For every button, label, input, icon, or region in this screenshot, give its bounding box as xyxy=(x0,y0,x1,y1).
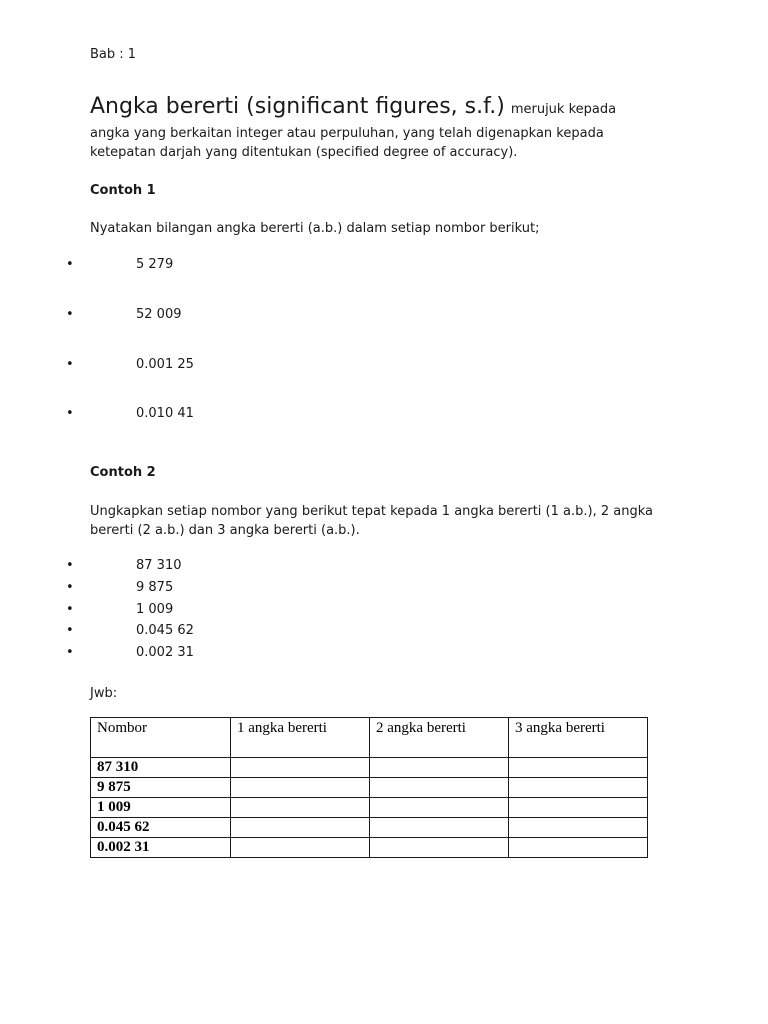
table-row xyxy=(91,758,648,778)
table-header-cell: 2 angka bererti xyxy=(370,718,509,758)
definition-line-1: angka yang berkaitan integer atau perpuluhan, yang telah digenapkan kepada xyxy=(90,126,604,141)
table-cell-empty xyxy=(509,818,648,838)
example-2-title: Contoh 2 xyxy=(90,465,156,480)
table-cell-number: 0.045 62 xyxy=(91,818,231,838)
table-header-cell: 3 angka bererti xyxy=(509,718,648,758)
bullet-icon: • xyxy=(66,406,74,421)
table-row xyxy=(91,778,648,798)
table-row xyxy=(91,838,648,858)
table-cell-number: 1 009 xyxy=(91,798,231,818)
heading-inline-text: merujuk kepada xyxy=(510,102,617,117)
bullet-icon: • xyxy=(66,645,74,660)
example-1-item: 52 009 xyxy=(136,307,182,322)
example-2-item: 1 009 xyxy=(136,602,174,617)
heading-title: Angka bererti (significant figures, s.f.) xyxy=(90,94,505,119)
table-cell-empty xyxy=(231,838,370,858)
definition-line-2: ketepatan darjah yang ditentukan (specified degree of accuracy). xyxy=(90,145,518,160)
chapter-label: Bab : 1 xyxy=(90,47,137,62)
table-cell-empty xyxy=(231,778,370,798)
table-cell-number: 0.002 31 xyxy=(91,838,231,858)
bullet-icon: • xyxy=(66,623,74,638)
bullet-icon: • xyxy=(66,558,74,573)
answer-label: Jwb: xyxy=(90,686,118,701)
table-cell-empty xyxy=(509,778,648,798)
example-1-title: Contoh 1 xyxy=(90,183,156,198)
table-cell-empty xyxy=(231,818,370,838)
table-cell-empty xyxy=(231,758,370,778)
table-cell-empty xyxy=(509,838,648,858)
example-1-item: 0.001 25 xyxy=(136,357,194,372)
example-2-instruction-line-1: Ungkapkan setiap nombor yang berikut tepat kepada 1 angka bererti (1 a.b.), 2 angka xyxy=(90,504,653,519)
example-1-instruction: Nyatakan bilangan angka bererti (a.b.) dalam setiap nombor berikut; xyxy=(90,221,540,236)
definition-heading xyxy=(90,93,710,121)
answer-table xyxy=(90,717,648,858)
example-1-item: 5 279 xyxy=(136,257,174,272)
table-cell-empty xyxy=(370,758,509,778)
bullet-icon: • xyxy=(66,307,74,322)
table-row xyxy=(91,798,648,818)
bullet-icon: • xyxy=(66,357,74,372)
table-cell-empty xyxy=(509,758,648,778)
table-cell-number: 9 875 xyxy=(91,778,231,798)
table-header-cell: 1 angka bererti xyxy=(231,718,370,758)
table-cell-empty xyxy=(370,818,509,838)
table-cell-number: 87 310 xyxy=(91,758,231,778)
example-2-item: 87 310 xyxy=(136,558,182,573)
table-cell-empty xyxy=(231,798,370,818)
table-cell-empty xyxy=(370,778,509,798)
example-2-item: 0.045 62 xyxy=(136,623,194,638)
table-row xyxy=(91,818,648,838)
table-cell-empty xyxy=(370,838,509,858)
table-header-row xyxy=(91,718,648,758)
example-2-instruction-line-2: bererti (2 a.b.) dan 3 angka bererti (a.b.). xyxy=(90,523,360,538)
bullet-icon: • xyxy=(66,580,74,595)
example-1-item: 0.010 41 xyxy=(136,406,194,421)
example-2-item: 0.002 31 xyxy=(136,645,194,660)
table-header-cell: Nombor xyxy=(91,718,231,758)
table-cell-empty xyxy=(509,798,648,818)
bullet-icon: • xyxy=(66,257,74,272)
example-2-item: 9 875 xyxy=(136,580,174,595)
table-cell-empty xyxy=(370,798,509,818)
bullet-icon: • xyxy=(66,602,74,617)
